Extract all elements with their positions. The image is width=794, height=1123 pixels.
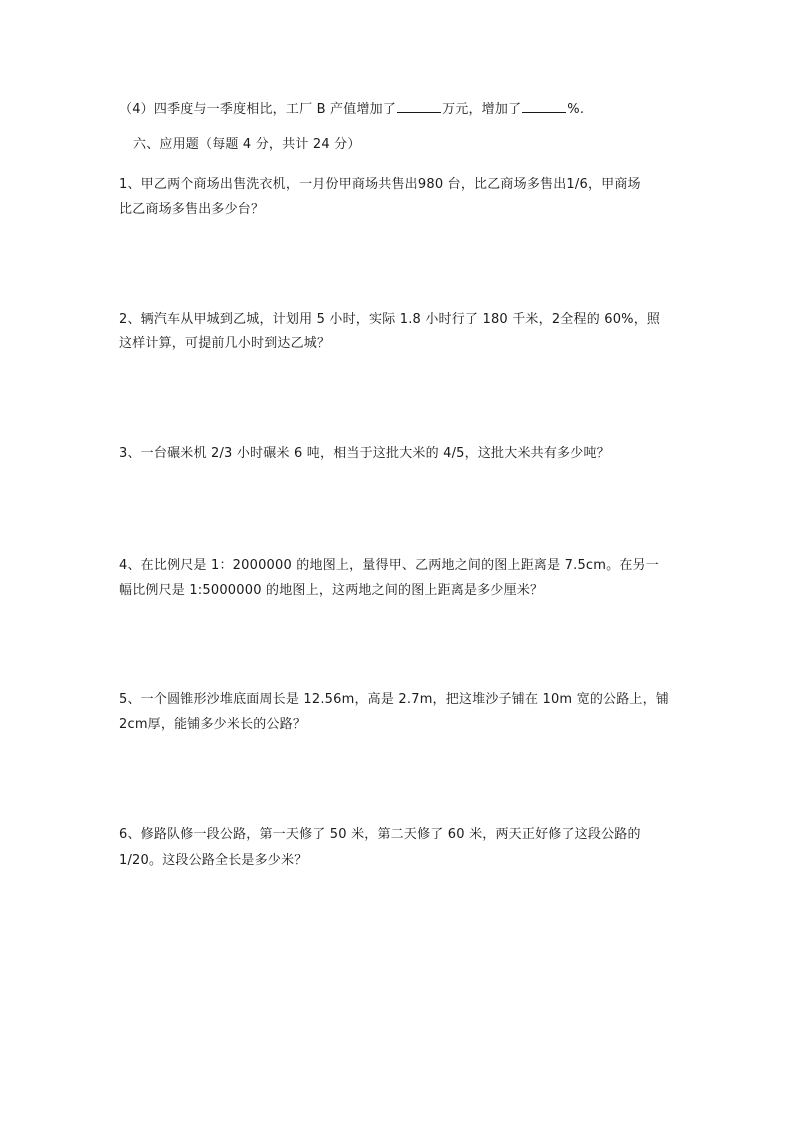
problem-2-line-2: 这样计算，可提前几小时到达乙城？: [119, 336, 331, 351]
fill-question-text-2: 万元，增加了: [442, 102, 522, 117]
fill-question-text-1: （4）四季度与一季度相比，工厂 B 产值增加了: [119, 102, 397, 117]
problem-5-line-2: 2cm厚，能铺多少米长的公路？: [119, 717, 307, 732]
problem-1-line-1: 1、甲乙两个商场出售洗衣机，一月份甲商场共售出980 台，比乙商场多售出1/6，甲商场: [119, 177, 641, 192]
fill-question-text-3: %.: [567, 102, 585, 117]
problem-4-line-1: 4、在比例尺是 1：2000000 的地图上，量得甲、乙两地之间的图上距离是 7.5cm。在另一: [119, 558, 659, 573]
problem-1-line-2: 比乙商场多售出多少台？: [119, 202, 265, 217]
problem-2-line-1: 2、辆汽车从甲城到乙城，计划用 5 小时，实际 1.8 小时行了 180 千米，2全程的 60%，照: [119, 312, 661, 327]
problem-6-line-2: 1/20。这段公路全长是多少米？: [119, 853, 308, 868]
fill-question: [119, 98, 584, 122]
problem-3-line-1: 3、一台碾米机 2/3 小时碾米 6 吨，相当于这批大米的 4/5，这批大米共有多少吨？: [119, 446, 610, 461]
problem-4-line-2: 幅比例尺是 1:5000000 的地图上，这两地之间的图上距离是多少厘米？: [119, 583, 544, 598]
problem-6-line-1: 6、修路队修一段公路，第一天修了 50 米，第二天修了 60 米，两天正好修了这段公路的: [119, 827, 641, 842]
answer-blank-percent[interactable]: [522, 99, 566, 113]
answer-blank-amount[interactable]: [397, 99, 441, 113]
problem-5-line-1: 5、一个圆锥形沙堆底面周长是 12.56m，高是 2.7m，把这堆沙子铺在 10m 宽的公路上，铺: [119, 692, 670, 707]
section-title: 六、应用题（每题 4 分，共计 24 分）: [133, 137, 361, 152]
